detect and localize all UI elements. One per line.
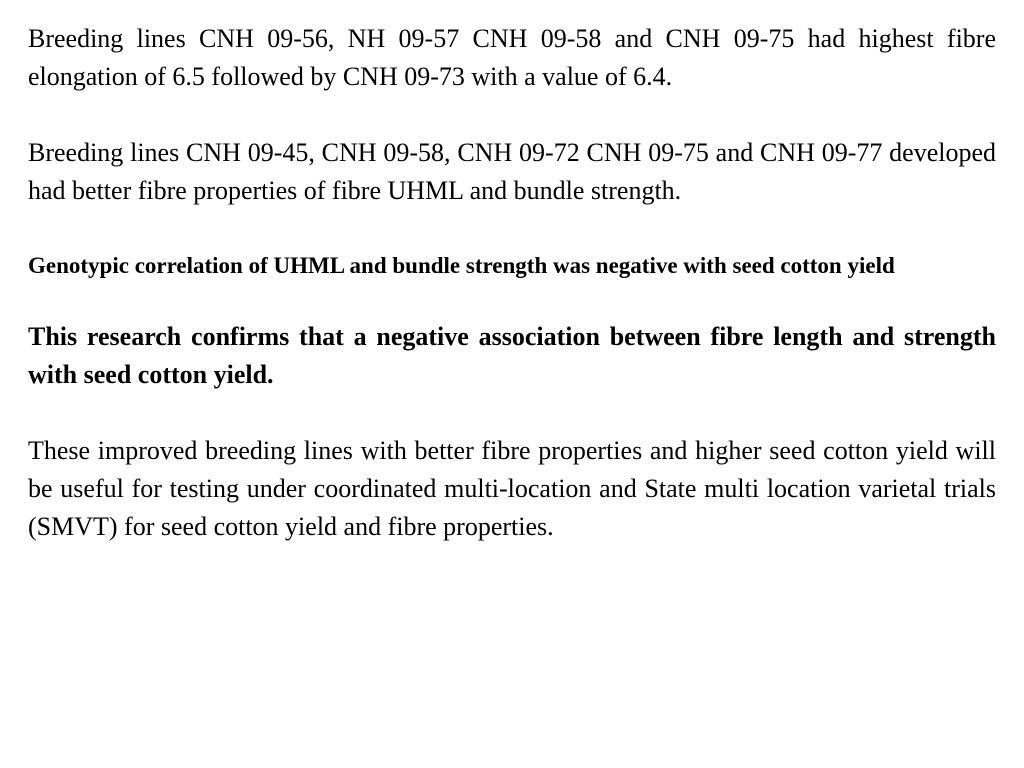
paragraph-improved-breeding-lines: These improved breeding lines with better fibre properties and higher seed cotton yield will be useful for testing under coordinated multi-location and State multi location varietal trials (SMVT) for seed cotton yield and fibre properties. xyxy=(28,436,996,541)
paragraph-fibre-properties: Breeding lines CNH 09-45, CNH 09-58, CNH 09-72 CNH 09-75 and CNH 09-77 developed had better fibre properties of fibre UHML and bundle strength. xyxy=(28,138,996,205)
slide-content xyxy=(28,20,996,546)
paragraph-genotypic-correlation: Genotypic correlation of UHML and bundle strength was negative with seed cotton yield xyxy=(28,253,895,278)
paragraph-research-conclusion: This research confirms that a negative association between fibre length and strength with seed cotton yield. xyxy=(28,322,996,389)
paragraph-fibre-elongation: Breeding lines CNH 09-56, NH 09-57 CNH 09-58 and CNH 09-75 had highest fibre elongation of 6.5 followed by CNH 09-73 with a value of 6.4. xyxy=(28,24,996,91)
